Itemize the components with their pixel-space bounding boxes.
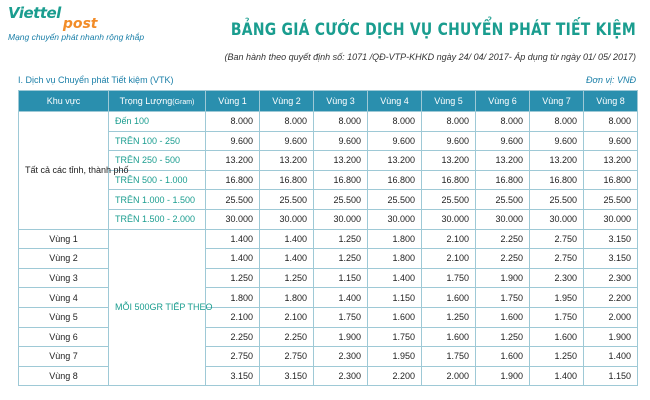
price-cell: 13.200 — [314, 151, 368, 171]
price-cell: 1.750 — [476, 288, 530, 308]
price-cell: 2.100 — [206, 307, 260, 327]
price-cell: 30.000 — [476, 209, 530, 229]
price-cell: 30.000 — [314, 209, 368, 229]
price-cell: 2.300 — [584, 268, 638, 288]
logo-slogan: Mạng chuyển phát nhanh rộng khắp — [8, 32, 145, 42]
price-cell: 2.100 — [422, 229, 476, 249]
price-cell: 2.250 — [260, 327, 314, 347]
price-cell: 1.400 — [206, 229, 260, 249]
price-cell: 8.000 — [368, 112, 422, 132]
price-cell: 1.800 — [368, 229, 422, 249]
price-cell: 2.300 — [530, 268, 584, 288]
price-cell: 30.000 — [206, 209, 260, 229]
price-cell: 1.750 — [530, 307, 584, 327]
weight-header-label: Trọng Lượng — [119, 96, 173, 106]
price-cell: 2.100 — [422, 249, 476, 269]
price-cell: 13.200 — [260, 151, 314, 171]
section-heading: I. Dịch vụ Chuyển phát Tiết kiệm (VTK) — [18, 75, 174, 85]
price-cell: 1.400 — [368, 268, 422, 288]
price-cell: 2.300 — [314, 366, 368, 386]
price-cell: 1.250 — [260, 268, 314, 288]
price-cell: 2.000 — [584, 307, 638, 327]
price-cell: 9.600 — [422, 131, 476, 151]
price-cell: 30.000 — [584, 209, 638, 229]
region-cell: Vùng 3 — [19, 268, 109, 288]
price-cell: 1.400 — [260, 249, 314, 269]
region-cell: Vùng 4 — [19, 288, 109, 308]
table-row — [19, 229, 638, 249]
price-cell: 1.600 — [422, 288, 476, 308]
price-cell: 2.100 — [260, 307, 314, 327]
price-cell: 3.150 — [584, 229, 638, 249]
price-cell: 1.800 — [368, 249, 422, 269]
price-cell: 1.400 — [584, 347, 638, 367]
price-cell: 25.500 — [368, 190, 422, 210]
price-cell: 13.200 — [476, 151, 530, 171]
rate-table — [18, 90, 638, 386]
region-cell: Vùng 8 — [19, 366, 109, 386]
price-cell: 16.800 — [584, 170, 638, 190]
column-header-zone: Vùng 7 — [530, 91, 584, 112]
price-cell: 2.750 — [260, 347, 314, 367]
price-cell: 9.600 — [584, 131, 638, 151]
weight-cell: TRÊN 500 - 1.000 — [109, 170, 206, 190]
price-cell: 1.600 — [422, 327, 476, 347]
price-cell: 1.150 — [314, 268, 368, 288]
price-cell: 25.500 — [260, 190, 314, 210]
region-cell: Vùng 5 — [19, 307, 109, 327]
logo-brand-sub: post — [62, 16, 98, 32]
price-cell: 1.800 — [260, 288, 314, 308]
price-cell: 1.250 — [314, 249, 368, 269]
price-cell: 1.150 — [368, 288, 422, 308]
price-cell: 1.250 — [206, 268, 260, 288]
price-cell: 1.400 — [530, 366, 584, 386]
price-cell: 25.500 — [314, 190, 368, 210]
region-cell: Vùng 1 — [19, 229, 109, 249]
price-cell: 9.600 — [206, 131, 260, 151]
price-cell: 9.600 — [314, 131, 368, 151]
region-cell: Vùng 6 — [19, 327, 109, 347]
column-header-zone: Vùng 5 — [422, 91, 476, 112]
price-cell: 30.000 — [260, 209, 314, 229]
price-cell: 9.600 — [260, 131, 314, 151]
column-header-zone: Vùng 3 — [314, 91, 368, 112]
price-cell: 13.200 — [584, 151, 638, 171]
price-cell: 1.250 — [314, 229, 368, 249]
price-cell: 8.000 — [422, 112, 476, 132]
table-row — [19, 112, 638, 132]
logo-brand-main: Viettel — [8, 4, 61, 22]
price-cell: 30.000 — [422, 209, 476, 229]
price-cell: 8.000 — [260, 112, 314, 132]
price-cell: 30.000 — [530, 209, 584, 229]
price-cell: 1.900 — [476, 366, 530, 386]
price-cell: 1.150 — [584, 366, 638, 386]
price-cell: 1.950 — [530, 288, 584, 308]
column-header-region: Khu vực — [19, 91, 109, 112]
weight-header-unit: (Gram) — [172, 99, 195, 106]
weight-cell: TRÊN 100 - 250 — [109, 131, 206, 151]
price-cell: 2.750 — [530, 229, 584, 249]
price-cell: 1.900 — [584, 327, 638, 347]
price-cell: 1.250 — [422, 307, 476, 327]
price-cell: 3.150 — [584, 249, 638, 269]
price-cell: 2.250 — [206, 327, 260, 347]
page-title: BẢNG GIÁ CƯỚC DỊCH VỤ CHUYỂN PHÁT TIẾT KIỆM — [230, 20, 636, 40]
table-row — [19, 190, 638, 210]
price-cell: 1.900 — [314, 327, 368, 347]
price-cell: 16.800 — [368, 170, 422, 190]
price-cell: 3.150 — [260, 366, 314, 386]
price-cell: 2.000 — [422, 366, 476, 386]
column-header-zone: Vùng 1 — [206, 91, 260, 112]
column-header-zone: Vùng 2 — [260, 91, 314, 112]
price-cell: 8.000 — [476, 112, 530, 132]
table-row — [19, 131, 638, 151]
column-header-zone: Vùng 8 — [584, 91, 638, 112]
table-row — [19, 209, 638, 229]
price-cell: 1.400 — [206, 249, 260, 269]
weight-cell: Đến 100 — [109, 112, 206, 132]
price-cell: 1.750 — [422, 347, 476, 367]
price-cell: 30.000 — [368, 209, 422, 229]
table-body — [19, 112, 638, 386]
price-cell: 1.250 — [530, 347, 584, 367]
price-cell: 2.250 — [476, 249, 530, 269]
price-cell: 13.200 — [530, 151, 584, 171]
price-cell: 25.500 — [206, 190, 260, 210]
price-cell: 16.800 — [260, 170, 314, 190]
price-cell: 1.750 — [422, 268, 476, 288]
weight-cell: TRÊN 250 - 500 — [109, 151, 206, 171]
weight-cell: TRÊN 1.000 - 1.500 — [109, 190, 206, 210]
table-header-row — [19, 91, 638, 112]
region-cell-all-provinces: Tất cả các tỉnh, thành phố — [19, 112, 109, 230]
page-subtitle: (Ban hành theo quyết định số: 1071 /QĐ-VTP-KHKD ngày 24/ 04/ 2017- Áp dụng từ ngày 01/ 05/ 2017) — [224, 52, 636, 62]
price-cell: 1.900 — [476, 268, 530, 288]
price-cell: 1.750 — [368, 327, 422, 347]
price-cell: 8.000 — [314, 112, 368, 132]
price-cell: 1.400 — [314, 288, 368, 308]
price-cell: 1.400 — [260, 229, 314, 249]
price-cell: 16.800 — [530, 170, 584, 190]
price-cell: 2.200 — [368, 366, 422, 386]
price-cell: 13.200 — [368, 151, 422, 171]
price-cell: 1.950 — [368, 347, 422, 367]
price-cell: 13.200 — [206, 151, 260, 171]
price-cell: 13.200 — [422, 151, 476, 171]
weight-cell: TRÊN 1.500 - 2.000 — [109, 209, 206, 229]
price-cell: 2.200 — [584, 288, 638, 308]
price-cell: 2.750 — [530, 249, 584, 269]
price-cell: 2.750 — [206, 347, 260, 367]
price-cell: 16.800 — [206, 170, 260, 190]
column-header-zone: Vùng 6 — [476, 91, 530, 112]
column-header-zone: Vùng 4 — [368, 91, 422, 112]
price-cell: 8.000 — [206, 112, 260, 132]
price-cell: 8.000 — [584, 112, 638, 132]
region-cell: Vùng 2 — [19, 249, 109, 269]
price-cell: 8.000 — [530, 112, 584, 132]
price-cell: 25.500 — [476, 190, 530, 210]
price-cell: 2.300 — [314, 347, 368, 367]
column-header-weight — [109, 91, 206, 112]
price-cell: 16.800 — [422, 170, 476, 190]
price-cell: 1.600 — [476, 347, 530, 367]
price-cell: 9.600 — [476, 131, 530, 151]
price-cell: 1.600 — [530, 327, 584, 347]
price-cell: 9.600 — [368, 131, 422, 151]
price-cell: 1.800 — [206, 288, 260, 308]
region-cell: Vùng 7 — [19, 347, 109, 367]
price-cell: 3.150 — [206, 366, 260, 386]
price-cell: 1.250 — [476, 327, 530, 347]
price-cell: 9.600 — [530, 131, 584, 151]
price-cell: 25.500 — [422, 190, 476, 210]
price-cell: 2.250 — [476, 229, 530, 249]
price-cell: 16.800 — [314, 170, 368, 190]
price-cell: 1.600 — [476, 307, 530, 327]
weight-cell-each-500g: MỖI 500GR TIẾP THEO — [109, 229, 206, 386]
currency-unit: Đơn vị: VNĐ — [586, 75, 636, 85]
price-cell: 25.500 — [584, 190, 638, 210]
price-cell: 1.750 — [314, 307, 368, 327]
price-cell: 1.600 — [368, 307, 422, 327]
price-cell: 25.500 — [530, 190, 584, 210]
logo — [8, 4, 198, 42]
price-cell: 16.800 — [476, 170, 530, 190]
